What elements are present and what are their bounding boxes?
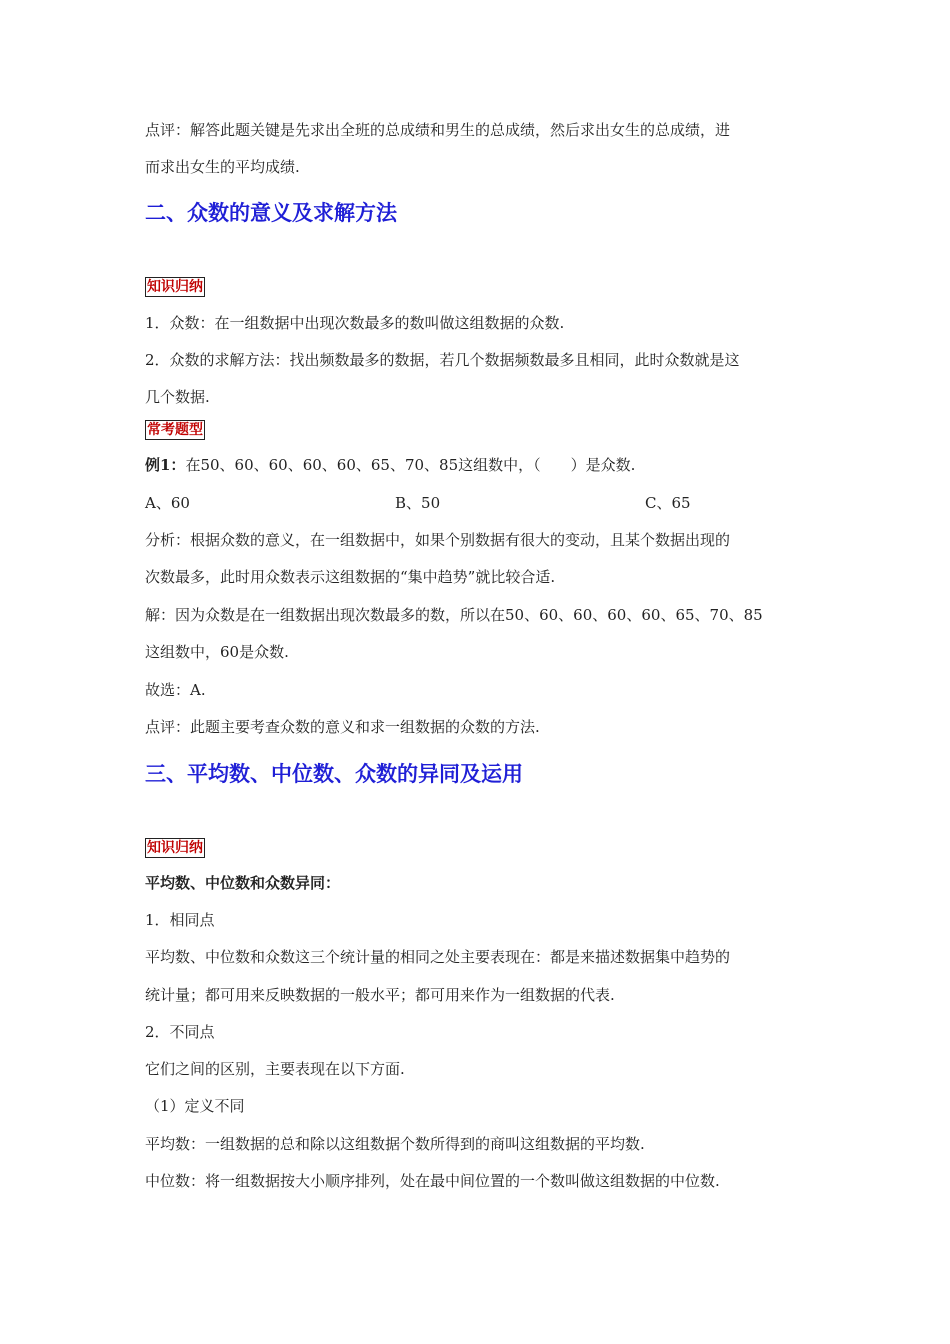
knowledge-tag-2: 知识归纳 [147, 840, 203, 856]
point-2: 2．不同点 [145, 1023, 215, 1041]
review-line-1: 点评：解答此题关键是先求出全班的总成绩和男生的总成绩，然后求出女生的总成绩，进 [145, 121, 731, 139]
mode-definition: 1．众数：在一组数据中出现次数最多的数叫做这组数据的众数. [145, 314, 565, 332]
mode-method-line-1: 2．众数的求解方法：找出频数最多的数据，若几个数据频数最多且相同，此时众数就是这 [145, 351, 740, 369]
solution-line-2: 这组数中，60是众数. [145, 643, 289, 661]
example-1 [145, 455, 635, 475]
mode-method-line-2: 几个数据. [145, 388, 210, 406]
answer: 故选：A. [145, 681, 206, 699]
section-2-heading: 二、众数的意义及求解方法 [145, 201, 397, 225]
median-definition: 中位数：将一组数据按大小顺序排列，处在最中间位置的一个数叫做这组数据的中位数. [145, 1172, 720, 1190]
solution-line-1: 解：因为众数是在一组数据出现次数最多的数，所以在50、60、60、60、60、65、70、85 [145, 606, 763, 624]
knowledge-tag: 知识归纳 [147, 279, 203, 295]
analysis-line-2: 次数最多，此时用众数表示这组数据的“集中趋势”就比较合适. [145, 568, 556, 586]
option-c: C、65 [645, 494, 691, 512]
common-question-tag: 常考题型 [147, 422, 203, 438]
same-line-1: 平均数、中位数和众数这三个统计量的相同之处主要表现在：都是来描述数据集中趋势的 [145, 948, 731, 966]
mean-definition: 平均数：一组数据的总和除以这组数据个数所得到的商叫这组数据的平均数. [145, 1135, 645, 1153]
section-3-heading: 三、平均数、中位数、众数的异同及运用 [145, 762, 523, 786]
diff-1: （1）定义不同 [145, 1097, 245, 1115]
review-line-2: 而求出女生的平均成绩. [145, 158, 300, 176]
option-a: A、60 [145, 494, 190, 512]
example-label: 例1： [145, 456, 186, 474]
point-1: 1．相同点 [145, 911, 215, 929]
option-b: B、50 [395, 494, 441, 512]
diff-intro: 它们之间的区别，主要表现在以下方面. [145, 1060, 405, 1078]
review-2: 点评：此题主要考查众数的意义和求一组数据的众数的方法. [145, 718, 540, 736]
same-line-2: 统计量；都可用来反映数据的一般水平；都可用来作为一组数据的代表. [145, 986, 615, 1004]
comparison-subtitle: 平均数、中位数和众数异同： [145, 874, 341, 892]
analysis-line-1: 分析：根据众数的意义，在一组数据中，如果个别数据有很大的变动，且某个数据出现的 [145, 531, 731, 549]
example-text: 在50、60、60、60、60、65、70、85这组数中，（ ）是众数. [185, 456, 636, 474]
